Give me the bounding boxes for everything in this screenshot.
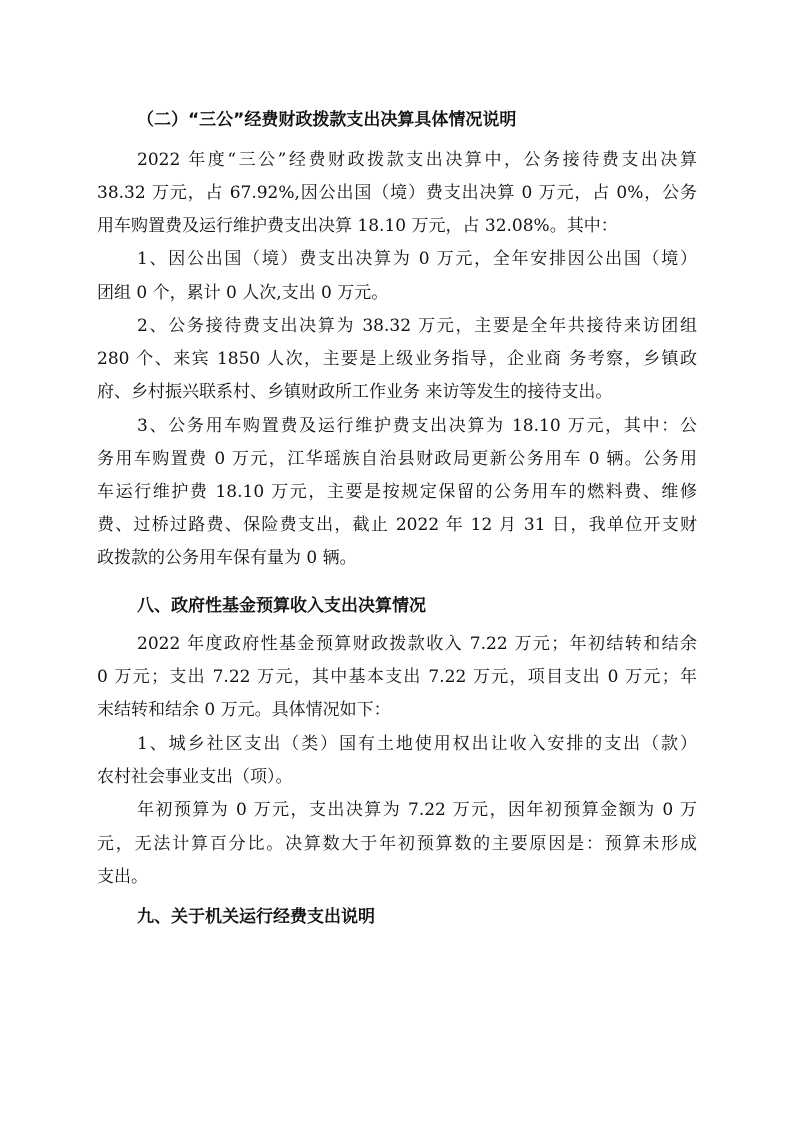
list-item-line: 农村社会事业支出（项）。 — [97, 767, 293, 787]
paragraph-line: 0 万元；支出 7.22 万元，其中基本支出 7.22 万元，项目支出 0 万元；年 — [97, 667, 697, 687]
paragraph-line: 末结转和结余 0 万元。具体情况如下： — [97, 700, 391, 720]
list-item-line: 政拨款的公务用车保有量为 0 辆。 — [97, 548, 357, 568]
section-heading-agency: 九、关于机关运行经费支出说明 — [137, 907, 375, 927]
list-item-line: 费、过桥过路费、保险费支出，截止 2022 年 12 月 31 日，我单位开支财 — [97, 515, 697, 535]
list-item-line: 3、公务用车购置费及运行维护费支出决算为 18.10 万元，其中：公 — [137, 416, 697, 436]
list-item-line: 团组 0 个，累计 0 人次,支出 0 万元。 — [97, 283, 389, 303]
list-item-line: 车运行维护费 18.10 万元，主要是按规定保留的公务用车的燃料费、维修 — [97, 482, 697, 502]
paragraph-line: 元，无法计算百分比。决算数大于年初预算数的主要原因是：预算未形成 — [97, 834, 697, 854]
list-item-line: 1、城乡社区支出（类）国有土地使用权出让收入安排的支出（款） — [137, 734, 697, 754]
list-item-line: 2、公务接待费支出决算为 38.32 万元，主要是全年共接待来访团组 — [137, 316, 697, 336]
paragraph-line: 年初预算为 0 万元，支出决算为 7.22 万元，因年初预算金额为 0 万 — [137, 800, 697, 820]
paragraph-line: 2022 年度“三公”经费财政拨款支出决算中，公务接待费支出决算 — [137, 150, 697, 170]
list-item-line: 府、乡村振兴联系村、乡镇财政所工作业务 来访等发生的接待支出。 — [97, 382, 613, 402]
paragraph-line: 用车购置费及运行维护费支出决算 18.10 万元，占 32.08%。其中： — [97, 216, 618, 236]
list-item-line: 1、因公出国（境）费支出决算为 0 万元，全年安排因公出国（境） — [137, 249, 697, 269]
paragraph-line: 2022 年度政府性基金预算财政拨款收入 7.22 万元；年初结转和结余 — [137, 634, 697, 654]
paragraph-line: 38.32 万元，占 67.92%,因公出国（境）费支出决算 0 万元，占 0%，公务 — [97, 183, 697, 203]
section-heading-fund: 八、政府性基金预算收入支出决算情况 — [137, 596, 426, 616]
list-item-line: 务用车购置费 0 万元，江华瑶族自治县财政局更新公务用车 0 辆。公务用 — [97, 449, 697, 469]
list-item-line: 280 个、来宾 1850 人次，主要是上级业务指导，企业商 务考察，乡镇政 — [97, 349, 697, 369]
section-heading-sangong: （二）“三公”经费财政拨款支出决算具体情况说明 — [137, 110, 517, 130]
paragraph-line: 支出。 — [97, 867, 148, 887]
